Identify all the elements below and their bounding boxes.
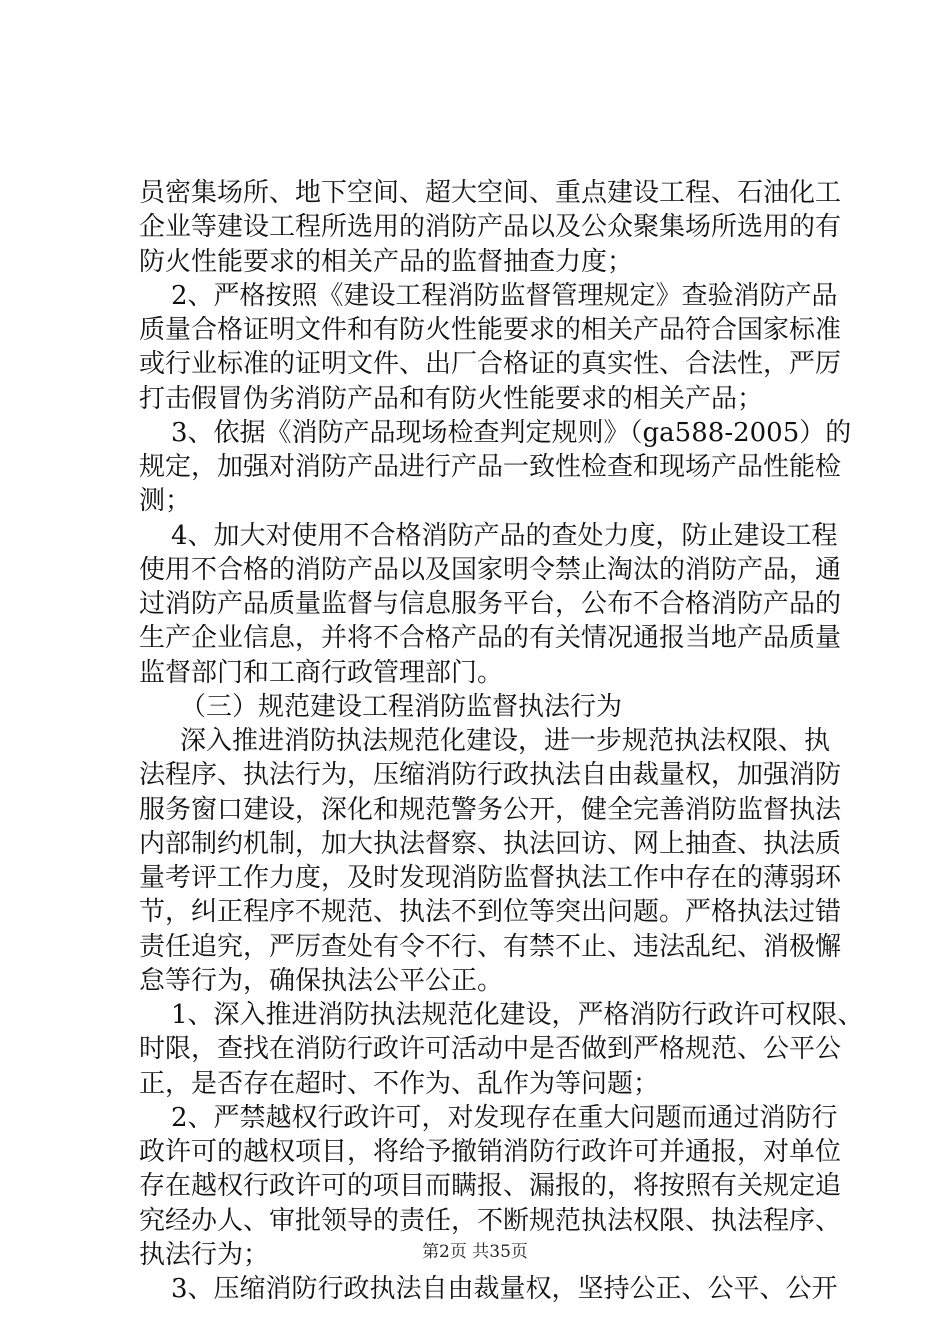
text-line: 存在越权行政许可的项目而瞒报、漏报的，将按照有关规定追 xyxy=(139,1171,842,1202)
text-line: 规定，加强对消防产品进行产品一致性检查和现场产品性能检 xyxy=(139,452,842,482)
text-line: 时限，查找在消防行政许可活动中是否做到严格规范、公平公 xyxy=(139,1034,842,1065)
text-line: 4、加大对使用不合格消防产品的查处力度，防止建设工程 xyxy=(171,520,838,551)
text-line: 监督部门和工商行政管理部门。 xyxy=(139,657,504,688)
text-line: 量考评工作力度，及时发现消防监督执法工作中存在的薄弱环 xyxy=(139,863,842,893)
text-line: 2、严格按照《建设工程消防监督管理规定》查验消防产品 xyxy=(171,280,838,311)
text-line: 正，是否存在超时、不作为、乱作为等问题； xyxy=(139,1068,660,1099)
text-line: 服务窗口建设，深化和规范警务公开，健全完善消防监督执法 xyxy=(139,794,842,825)
text-line: 质量合格证明文件和有防火性能要求的相关产品符合国家标准 xyxy=(139,315,842,345)
text-line: 过消防产品质量监督与信息服务平台，公布不合格消防产品的 xyxy=(139,589,842,619)
text-line: 打击假冒伪劣消防产品和有防火性能要求的相关产品； xyxy=(139,383,764,414)
text-line: 究经办人、审批领导的责任，不断规范执法权限、执法程序、 xyxy=(139,1205,842,1236)
text-line: 执法行为； xyxy=(139,1239,270,1270)
page-footer: 第2页 共35页 xyxy=(422,1242,528,1262)
text-line: 使用不合格的消防产品以及国家明令禁止淘汰的消防产品，通 xyxy=(139,554,842,585)
text-line: 政许可的越权项目，将给予撤销消防行政许可并通报，对单位 xyxy=(139,1137,842,1167)
text-line: 企业等建设工程所选用的消防产品以及公众聚集场所选用的有 xyxy=(139,212,842,243)
text-line: 2、严禁越权行政许可，对发现存在重大问题而通过消防行 xyxy=(171,1102,838,1133)
text-line: 生产企业信息，并将不合格产品的有关情况通报当地产品质量 xyxy=(139,623,842,654)
text-line: 责任追究，严厉查处有令不行、有禁不止、违法乱纪、消极懈 xyxy=(139,931,842,962)
text-line: 法程序、执法行为，压缩消防行政执法自由裁量权，加强消防 xyxy=(139,760,842,791)
text-line: 或行业标准的证明文件、出厂合格证的真实性、合法性，严厉 xyxy=(139,349,842,380)
text-line: 内部制约机制，加大执法督察、执法回访、网上抽查、执法质 xyxy=(139,828,842,859)
text-line: 防火性能要求的相关产品的监督抽查力度； xyxy=(139,246,634,277)
text-line: 节，纠正程序不规范、执法不到位等突出问题。严格执法过错 xyxy=(139,897,842,928)
text-line: 3、压缩消防行政执法自由裁量权，坚持公正、公平、公开 xyxy=(171,1274,838,1304)
text-line: 1、深入推进消防执法规范化建设，严格消防行政许可权限、 xyxy=(171,1000,864,1030)
text-line: 员密集场所、地下空间、超大空间、重点建设工程、石油化工 xyxy=(139,178,842,208)
text-line: （三）规范建设工程消防监督执法行为 xyxy=(180,691,623,722)
text-line: 3、依据《消防产品现场检查判定规则》（ga588-2005）的 xyxy=(171,417,852,448)
text-line: 怠等行为，确保执法公平公正。 xyxy=(139,965,504,996)
text-line: 测； xyxy=(139,486,192,517)
text-line: 深入推进消防执法规范化建设，进一步规范执法权限、执 xyxy=(180,726,831,756)
